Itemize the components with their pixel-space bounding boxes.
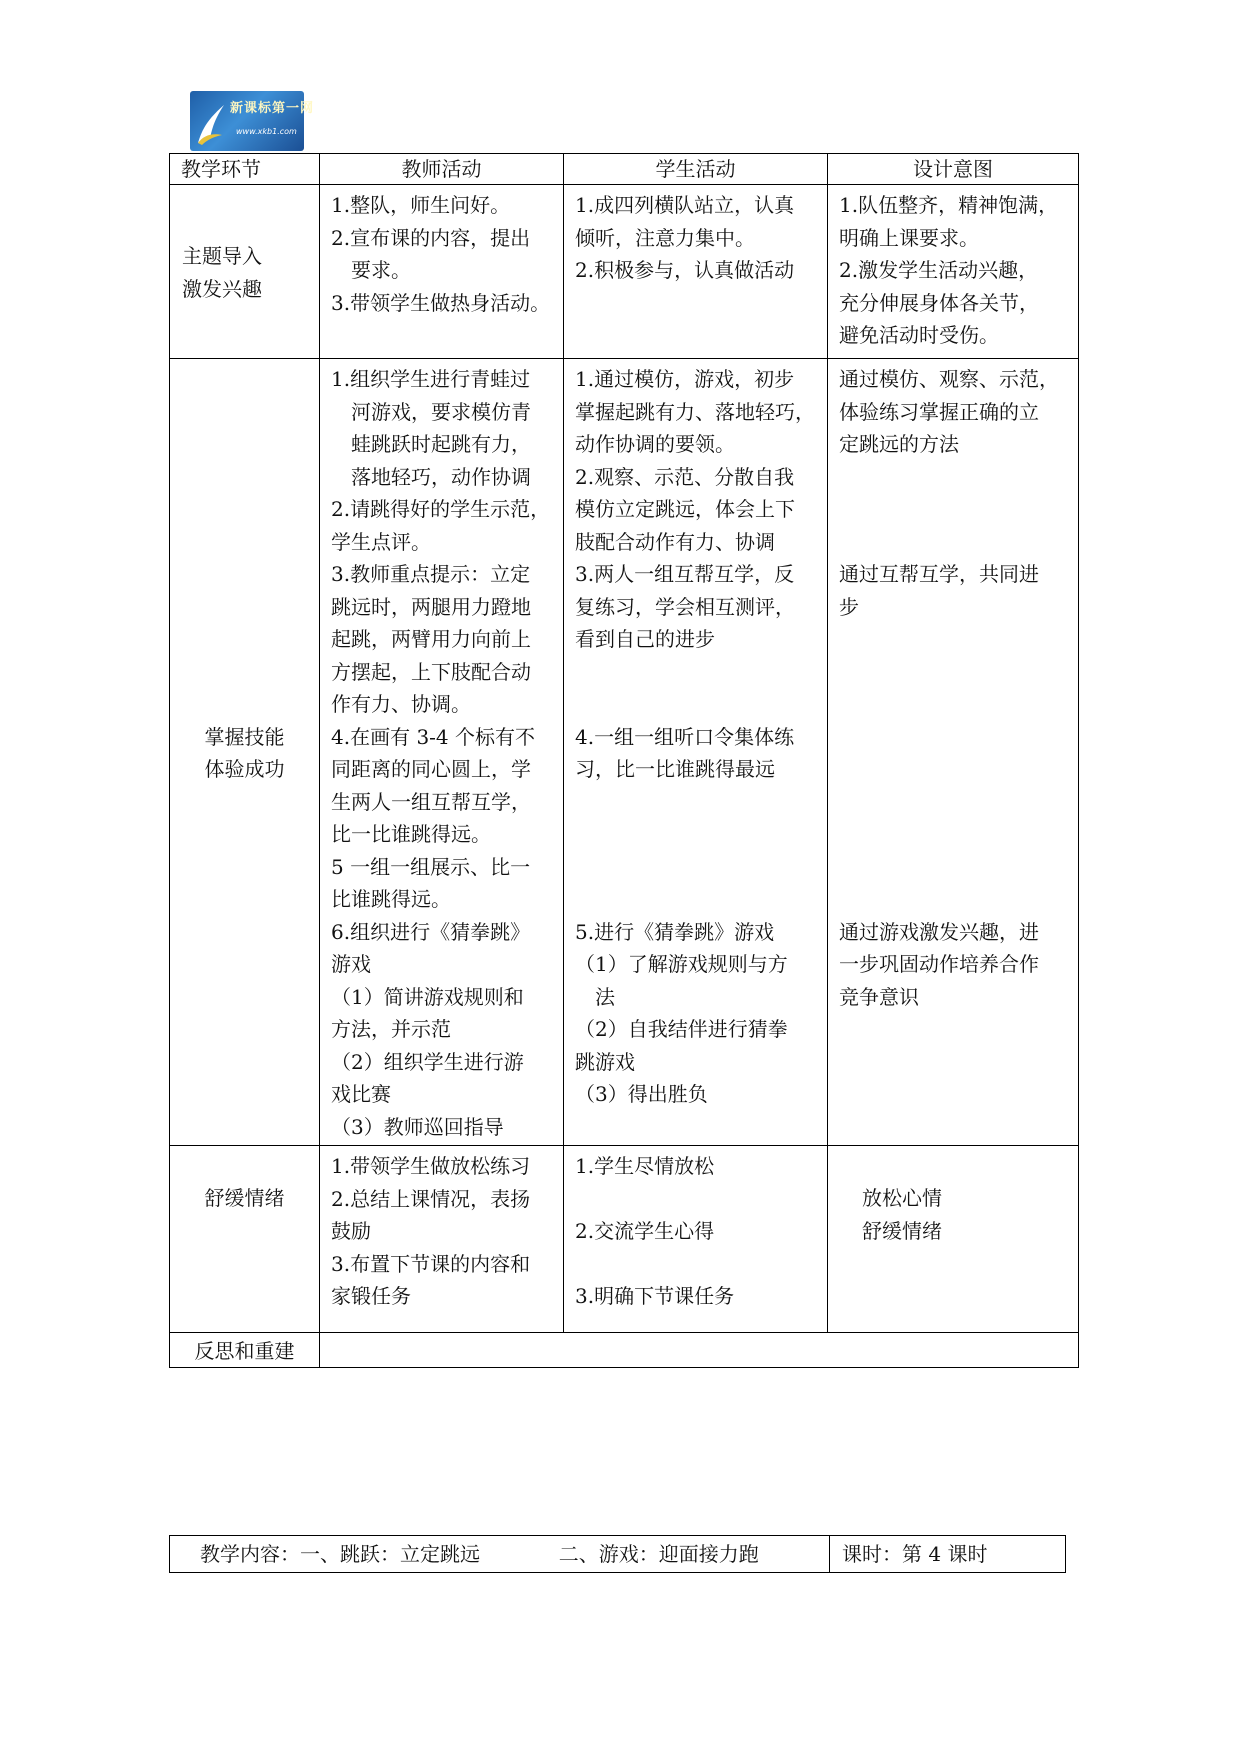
intro-design-line: 2.激发学生活动兴趣，	[839, 258, 1039, 282]
intro-student-line: 2.积极参与，认真做活动	[575, 258, 795, 282]
spacer	[575, 818, 816, 851]
intro-teacher-line: 3.带领学生做热身活动。	[331, 290, 551, 315]
spacer	[575, 851, 816, 884]
intro-student-cell	[564, 185, 828, 359]
header-design: 设计意图	[828, 154, 1079, 185]
skill-student-line: 复练习，学会相互测评，	[575, 594, 795, 619]
skill-design-cell	[828, 359, 1079, 1146]
skill-student-line: 肢配合动作有力、协调	[575, 529, 775, 554]
spacer	[839, 623, 1067, 656]
skill-student-line: 2.观察、示范、分散自我	[575, 464, 795, 489]
lesson-content-text: 教学内容：一、跳跃：立定跳远	[200, 1542, 480, 1566]
lesson-content-cell	[170, 1536, 830, 1573]
spacer	[575, 656, 816, 689]
skill-student-line: （1）了解游戏规则与方	[575, 952, 788, 976]
relax-design-cell	[828, 1146, 1079, 1333]
skill-design-line: 定跳远的方法	[839, 432, 959, 456]
intro-stage-line: 激发兴趣	[182, 276, 262, 301]
lesson-game-text: 二、游戏：迎面接力跑	[558, 1542, 759, 1566]
spacer	[575, 786, 816, 819]
skill-stage-line: 体验成功	[204, 757, 285, 781]
skill-design-line: 通过模仿、观察、示范，	[839, 367, 1059, 391]
skill-student-line: 1.通过模仿，游戏，初步	[575, 367, 795, 391]
header-teacher: 教师活动	[320, 154, 564, 185]
skill-student-line: 习，比一比谁跳得最远	[575, 757, 775, 781]
skill-teacher-line: 同距离的同心圆上，学	[331, 757, 531, 781]
skill-row	[170, 359, 1079, 1146]
lesson-info-table	[169, 1535, 1066, 1573]
skill-teacher-line: 1.组织学生进行青蛙过	[331, 367, 531, 391]
skill-teacher-line: 4.在画有 3-4 个标有不	[331, 724, 536, 749]
skill-teacher-line: （3）教师巡回指导	[331, 1114, 504, 1139]
relax-teacher-line: 鼓励	[331, 1219, 371, 1243]
spacer	[839, 883, 1067, 916]
site-logo	[190, 91, 315, 151]
skill-student-line: 5.进行《猜拳跳》游戏	[575, 919, 775, 944]
skill-student-line: 模仿立定跳远，体会上下	[575, 497, 795, 521]
intro-stage-line: 主题导入	[182, 244, 262, 268]
reflect-row	[170, 1333, 1079, 1368]
intro-teacher-cell	[320, 185, 564, 359]
skill-design-line: 体验练习掌握正确的立	[839, 399, 1039, 424]
skill-stage-line: 掌握技能	[204, 724, 285, 749]
spacer	[839, 721, 1067, 754]
skill-teacher-line: 方摆起，上下肢配合动	[331, 659, 531, 684]
skill-teacher-line: 6.组织进行《猜拳跳》	[331, 919, 531, 944]
spacer	[575, 883, 816, 916]
skill-teacher-line: 学生点评。	[331, 529, 431, 554]
skill-teacher-line: （1）简讲游戏规则和	[331, 984, 524, 1009]
skill-teacher-line: 戏比赛	[331, 1082, 391, 1106]
intro-design-cell	[828, 185, 1079, 359]
spacer	[575, 688, 816, 721]
relax-design-line: 舒缓情绪	[862, 1218, 942, 1243]
skill-student-line: （2）自我结伴进行猜拳	[575, 1017, 788, 1041]
spacer	[839, 818, 1067, 851]
reflect-content-cell	[320, 1333, 1079, 1368]
skill-teacher-line: 作有力、协调。	[331, 692, 471, 716]
logo-brand-text: 新课标第一网	[230, 101, 315, 116]
skill-teacher-line: 蛙跳跃时起跳有力，	[351, 432, 531, 456]
header-stage: 教学环节	[170, 154, 320, 185]
skill-teacher-line: 跳远时，两腿用力蹬地	[331, 594, 531, 619]
spacer	[839, 493, 1067, 526]
skill-stage-cell	[170, 359, 320, 1146]
skill-student-line: 看到自己的进步	[575, 627, 715, 651]
lesson-plan-table	[169, 153, 1079, 1368]
skill-teacher-line: 河游戏，要求模仿青	[351, 399, 531, 424]
intro-student-line: 倾听，注意力集中。	[575, 225, 755, 250]
skill-student-line: 3.两人一组互帮互学，反	[575, 562, 795, 586]
relax-design-line: 放松心情	[862, 1186, 942, 1210]
relax-stage-cell	[170, 1146, 320, 1333]
relax-teacher-line: 3.布置下节课的内容和	[331, 1251, 531, 1276]
spacer	[575, 1248, 816, 1281]
spacer	[575, 1183, 816, 1216]
intro-teacher-line: 1.整队，师生问好。	[331, 193, 511, 217]
skill-teacher-line: 2.请跳得好的学生示范，	[331, 497, 551, 521]
skill-design-line: 步	[839, 594, 859, 619]
relax-student-cell	[564, 1146, 828, 1333]
skill-design-line: 一步巩固动作培养合作	[839, 952, 1039, 976]
skill-student-line: 跳游戏	[575, 1049, 635, 1074]
intro-design-line: 明确上课要求。	[839, 225, 979, 250]
skill-teacher-line: （2）组织学生进行游	[331, 1049, 524, 1074]
header-student: 学生活动	[564, 154, 828, 185]
logo-url-text: www.xkb1.com	[236, 127, 297, 136]
relax-teacher-cell	[320, 1146, 564, 1333]
skill-design-line: 通过互帮互学，共同进	[839, 562, 1039, 586]
intro-design-line: 避免活动时受伤。	[839, 323, 999, 347]
skill-student-cell	[564, 359, 828, 1146]
relax-teacher-line: 1.带领学生做放松练习	[331, 1154, 531, 1178]
relax-stage-text: 舒缓情绪	[204, 1186, 285, 1210]
relax-teacher-line: 家锻任务	[331, 1284, 411, 1308]
skill-teacher-cell	[320, 359, 564, 1146]
relax-row	[170, 1146, 1079, 1333]
intro-teacher-line: 2.宣布课的内容，提出	[331, 225, 531, 250]
skill-teacher-line: 方法，并示范	[331, 1017, 451, 1041]
intro-stage-cell	[170, 185, 320, 359]
skill-teacher-line: 生两人一组互帮互学，	[331, 789, 531, 814]
spacer	[839, 656, 1067, 689]
intro-design-line: 充分伸展身体各关节，	[839, 290, 1039, 315]
spacer	[839, 786, 1067, 819]
spacer	[839, 753, 1067, 786]
bird-logo-icon	[194, 99, 228, 147]
intro-row	[170, 185, 1079, 359]
skill-teacher-line: 游戏	[331, 952, 371, 976]
skill-student-line: 掌握起跳有力、落地轻巧，	[575, 399, 815, 424]
intro-student-line: 1.成四列横队站立，认真	[575, 193, 795, 217]
skill-teacher-line: 比一比谁跳得远。	[331, 822, 491, 846]
spacer	[839, 688, 1067, 721]
relax-student-line: 1.学生尽情放松	[575, 1154, 715, 1178]
lesson-hours-cell: 课时：第 4 课时	[830, 1536, 1066, 1573]
spacer	[839, 526, 1067, 559]
skill-teacher-line: 比谁跳得远。	[331, 887, 451, 911]
skill-student-line: 4.一组一组听口令集体练	[575, 724, 795, 749]
skill-student-line: 动作协调的要领。	[575, 432, 735, 456]
skill-student-line: 法	[595, 984, 615, 1009]
relax-student-line: 2.交流学生心得	[575, 1219, 715, 1243]
skill-design-line: 通过游戏激发兴趣，进	[839, 919, 1039, 944]
skill-teacher-line: 落地轻巧，动作协调	[351, 464, 531, 489]
intro-teacher-line: 要求。	[351, 258, 411, 282]
skill-teacher-line: 5 一组一组展示、比一	[331, 854, 531, 879]
lesson-info-row	[170, 1536, 1066, 1573]
skill-teacher-line: 3.教师重点提示：立定	[331, 562, 531, 586]
spacer	[839, 851, 1067, 884]
spacer	[839, 461, 1067, 494]
relax-teacher-line: 2.总结上课情况，表扬	[331, 1186, 531, 1211]
table-header-row	[170, 154, 1079, 185]
reflect-stage-cell: 反思和重建	[170, 1333, 320, 1368]
intro-design-line: 1.队伍整齐，精神饱满，	[839, 193, 1059, 217]
skill-student-line: （3）得出胜负	[575, 1082, 708, 1106]
skill-teacher-line: 起跳，两臂用力向前上	[331, 627, 531, 651]
relax-student-line: 3.明确下节课任务	[575, 1284, 735, 1308]
skill-design-line: 竞争意识	[839, 984, 919, 1009]
